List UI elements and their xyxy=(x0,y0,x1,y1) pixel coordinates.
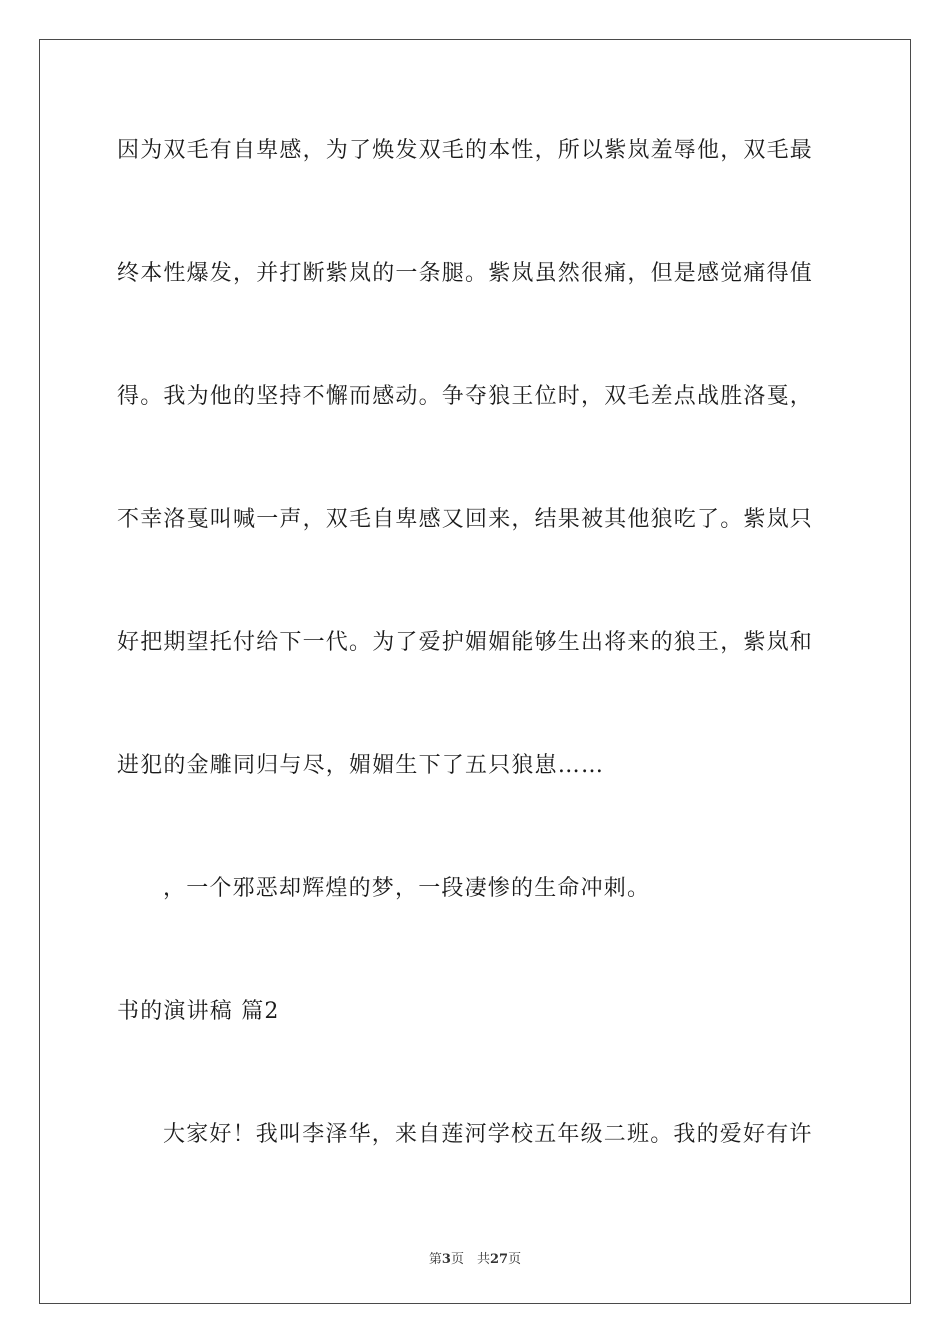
total-page-number: 27 xyxy=(489,1252,509,1267)
body-line-4: 不幸洛戛叫喊一声，双毛自卑感又回来，结果被其他狼吃了。紫岚只 xyxy=(117,507,814,532)
body-line-6: 进犯的金雕同归与尽，媚媚生下了五只狼崽…… xyxy=(117,753,605,778)
page-border xyxy=(39,39,911,1304)
body-line-1: 因为双毛有自卑感，为了焕发双毛的本性，所以紫岚羞辱他，双毛最 xyxy=(117,138,814,163)
footer-mid: 页 共 xyxy=(450,1252,490,1267)
body-line-3: 得。我为他的坚持不懈而感动。争夺狼王位时，双毛差点战胜洛戛， xyxy=(117,384,814,409)
body-line-2: 终本性爆发，并打断紫岚的一条腿。紫岚虽然很痛，但是感觉痛得值 xyxy=(117,261,814,286)
footer-suffix: 页 xyxy=(508,1252,522,1267)
section-heading: 书的演讲稿 篇2 xyxy=(117,999,280,1024)
body-line-5: 好把期望托付给下一代。为了爱护媚媚能够生出将来的狼王，紫岚和 xyxy=(117,630,814,655)
current-page-number: 3 xyxy=(441,1252,451,1267)
section-first-line: 大家好！我叫李泽华，来自莲河学校五年级二班。我的爱好有许 xyxy=(163,1122,813,1147)
footer-prefix: 第 xyxy=(428,1252,442,1267)
page-number-footer xyxy=(0,1248,950,1267)
closing-line: ，一个邪恶却辉煌的梦，一段凄惨的生命冲刺。 xyxy=(163,876,651,901)
